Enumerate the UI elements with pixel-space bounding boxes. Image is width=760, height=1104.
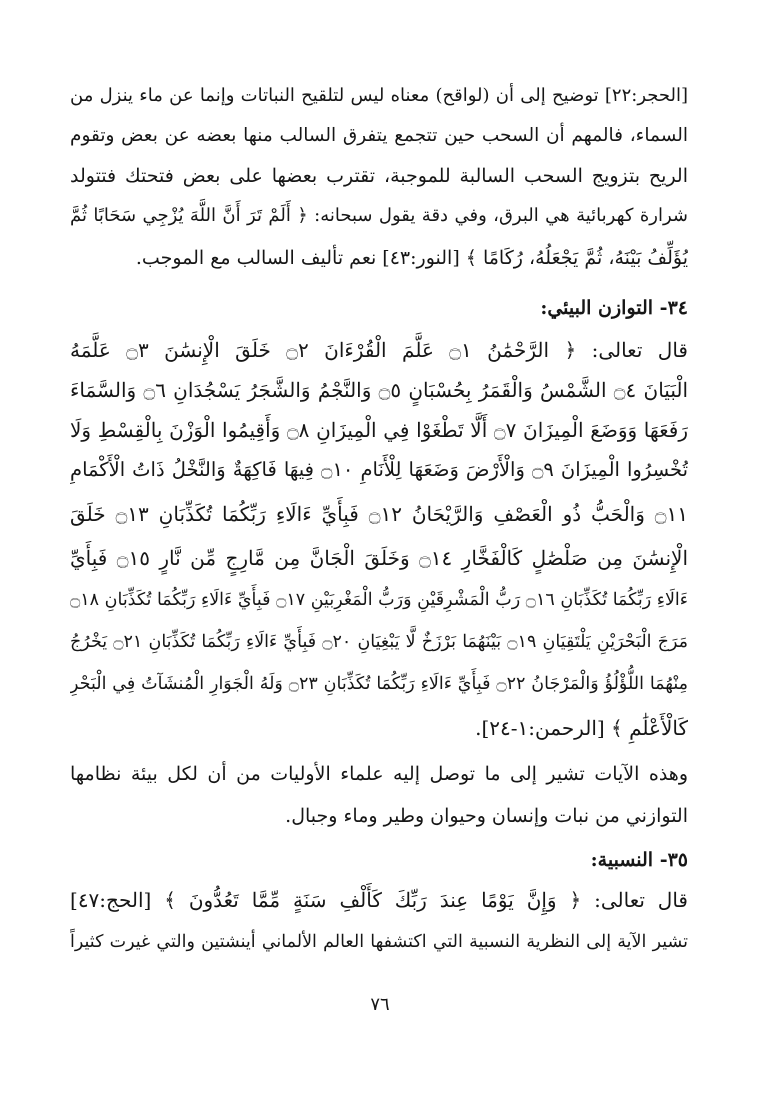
paragraph-line: [الحجر:٢٢] توضيح إلى أن (لواقح) معناه ليس لتلقيح النباتات وإنما عن ماء ينزل من [70,85,688,106]
verse-line: قال تعالى: ﴿ وَإِنَّ يَوْمًا عِندَ رَبِّكَ كَأَلْفِ سَنَةٍ مِّمَّا تَعُدُّونَ ﴾ [الحج:٤٧] [70,888,688,912]
verse-line: ءَالَاءِ رَبِّكُمَا تُكَذِّبَانِ ۝١٦ رَبُّ الْمَشْرِقَيْنِ وَرَبُّ الْمَغْرِبَيْنِ ۝١٧ فَبِأَيِّ ءَالَاءِ رَبِّكُمَا تُكَذِّبَانِ ۝١٨ [70,590,688,610]
verse-line: قال تعالى: ﴿ الرَّحْمَٰنُ ۝١ عَلَّمَ الْقُرْءَانَ ۝٢ خَلَقَ الْإِنسَٰنَ ۝٣ عَلَّمَهُ [70,338,688,362]
paragraph-line: الريح بتزويج السحب السالبة للموجبة، تقترب بعضها على بعض فتحتك فتتولد [70,165,688,187]
verse-line: مِنْهُمَا اللُّؤْلُؤُ وَالْمَرْجَانُ ۝٢٢ فَبِأَيِّ ءَالَاءِ رَبِّكُمَا تُكَذِّبَانِ ۝٢٣ وَلَهُ الْجَوَارِ الْمُنشَآتُ فِي الْبَحْرِ [70,674,688,694]
commentary-line: وهذه الآيات تشير إلى ما توصل إليه علماء الأوليات من أن لكل بيئة نظامها [70,763,688,785]
paragraph-line: السماء، فالمهم أن السحب حين تتجمع يتفرق السالب منها بعضه عن بعض وتقوم [70,125,688,146]
page-number: ٧٦ [370,994,390,1015]
verse-line: تُخْسِرُوا الْمِيزَانَ ۝٩ وَالْأَرْضَ وَضَعَهَا لِلْأَنَامِ ۝١٠ فِيهَا فَاكِهَةٌ وَالنَّخْلُ ذَاتُ الْأَكْمَامِ [70,458,688,481]
verse-line: الْبَيَانَ ۝٤ الشَّمْسُ وَالْقَمَرُ بِحُسْبَانٍ ۝٥ وَالنَّجْمُ وَالشَّجَرُ يَسْجُدَانِ ۝٦ وَالسَّمَاءَ [70,378,688,402]
paragraph-line: يُؤَلِّفُ بَيْنَهُ، ثُمَّ يَجْعَلُهُ، رُكَامًا ﴾ [النور:٤٣] نعم تأليف السالب مع الموجب. [135,247,688,269]
commentary-line: التوازني من نبات وإنسان وحيوان وطير وماء وجبال. [285,805,688,827]
section-heading-34: ٣٤- التوازن البيئي: [540,297,688,319]
verse-line: الْإِنسَٰنَ مِن صَلْصَٰلٍ كَالْفَخَّارِ ۝١٤ وَخَلَقَ الْجَانَّ مِن مَّارِجٍ مِّن نَّارٍ ۝١٥ فَبِأَيِّ [70,546,688,570]
verse-line: مَرَجَ الْبَحْرَيْنِ يَلْتَقِيَانِ ۝١٩ بَيْنَهُمَا بَرْزَخٌ لَّا يَبْغِيَانِ ۝٢٠ فَبِأَيِّ ءَالَاءِ رَبِّكُمَا تُكَذِّبَانِ ۝٢١ يَخْرُجُ [70,632,688,652]
section-heading-35: ٣٥- النسبية: [590,849,688,871]
paragraph-line: تشير الآية إلى النظرية النسبية التي اكتشفها العالم الألماني أينشتين والتي غيرت كثيراً [70,932,688,952]
paragraph-line: شرارة كهربائية هي البرق، وفي دقة يقول سبحانه: ﴿ أَلَمْ تَرَ أَنَّ اللَّهَ يُزْجِي سَحَابًا ثُمَّ [70,205,688,226]
verse-line: رَفَعَهَا وَوَضَعَ الْمِيزَانَ ۝٧ أَلَّا تَطْغَوْا فِي الْمِيزَانِ ۝٨ وَأَقِيمُوا الْوَزْنَ بِالْقِسْطِ وَلَا [70,418,688,442]
verse-line: كَالْأَعْلَٰمِ ﴾ [الرحمن:١-٢٤]. [475,716,688,740]
verse-line: ۝١١ وَالْحَبُّ ذُو الْعَصْفِ وَالرَّيْحَانُ ۝١٢ فَبِأَيِّ ءَالَاءِ رَبِّكُمَا تُكَذِّبَانِ ۝١٣ خَلَقَ [70,502,688,526]
